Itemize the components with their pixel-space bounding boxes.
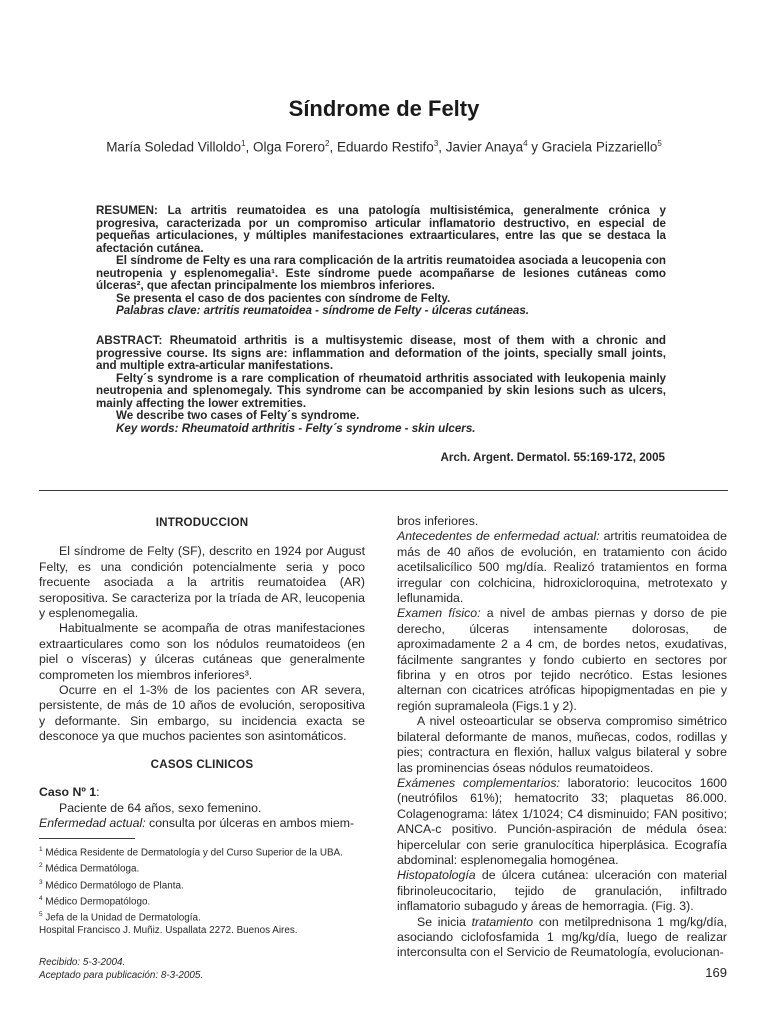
resumen-paragraph: Se presenta el caso de dos pacientes con síndrome de Felty.: [116, 291, 451, 305]
resumen-spanish: [96, 205, 666, 318]
case-colon: :: [96, 785, 100, 800]
inline-text: artritis reumatoidea de más de 40 años de evolución, en tratamiento con ácido acetilsalicílico 500 mg/día. Realizó tratamientos en forma irregular con colchicina, hidroxicloroquina, metrotexato y leflunamida.: [397, 529, 727, 606]
resumen-paragraph: RESUMEN: La artritis reumatoidea es una patología multisistémica, generalmente crónica y progresiva, caracterizada por un compromiso articular inflamatorio destructivo, en especial de pequeñas articulaciones, y múltiples manifestaciones extraarticulares, entre las que se destaca la afectación cutánea.: [96, 204, 666, 255]
hospital-address: Hospital Francisco J. Muñiz. Uspallata 2272. Buenos Aires.: [39, 925, 298, 937]
body-paragraph: Habitualmente se acompaña de otras manifestaciones extraarticulares como son los nódulos reumatoideos (en piel o vísceras) y úlceras cutáneas que generalmente comprometen los miembros inferiores³.: [39, 621, 365, 682]
inline-text: laboratorio: leucocitos 1600 (neutrófilos 61%); hematocrito 33; plaquetas 86.000. Colagenograma: látex 1/1024; C4 disminuido; FAN positivo; ANCA-c positivo. Punción-aspiración de médula ósea: hipercelular con serie granulocítica hiperplásica. Ecografía abdominal: esplenomegalia homogénea.: [397, 775, 727, 867]
abstract-paragraph: ABSTRACT: Rheumatoid arthritis is a multisystemic disease, most of them with a chronic and progressive course. Its signs are: inflammation and deformation of the joints, specially small joints, and multiple extra-articular manifestations.: [96, 334, 666, 372]
author: Javier Anaya: [445, 139, 524, 155]
inline-label: tratamiento: [471, 914, 534, 929]
palabras-clave: Palabras clave: artritis reumatoidea - síndrome de Felty - úlceras cutáneas.: [116, 304, 530, 317]
footnote-mark: 3: [39, 878, 43, 886]
footnote-text: Jefa de la Unidad de Dermatología.: [42, 912, 201, 924]
abstract-paragraph: Felty´s syndrome is a rare complication of rheumatoid arthritis associated with leukopenia mainly neutropenia and splenomegaly. This syndrome can be accompanied by skin lesions such as ulcers, mainly affecting the lower extremities.: [96, 371, 666, 410]
case-label: Caso Nº 1: [39, 785, 97, 800]
footnote-mark: 4: [39, 894, 43, 902]
footnotes: [39, 843, 349, 937]
abstract-english: [96, 335, 666, 435]
footnote-text: Médico Dermatólogo de Planta.: [42, 879, 184, 891]
section-divider: [39, 490, 728, 491]
received-date: Recibido: 5-3-2004.: [39, 957, 126, 968]
inline-text: a nivel de ambas piernas y dorso de pie derecho, úlceras intensamente dolorosas, de aproximadamente 2 a 4 cm, de bordes netos, exudativas, fácilmente sangrantes y fondo cubierto en sectores por fibrina y en otros por tejido necrótico. Estas lesiones alternan con cicatrices atróficas hipopigmentadas en pie y región supramaleola (Figs.1 y 2).: [397, 606, 727, 713]
inline-label: Exámenes complementarios:: [397, 775, 560, 790]
footnote: [39, 859, 349, 875]
footnote: [39, 843, 349, 859]
journal-citation: Arch. Argent. Dermatol. 55:169-172, 2005: [440, 451, 665, 464]
author: Olga Forero: [253, 139, 326, 155]
affiliation-mark: 4: [523, 139, 528, 148]
inline-label: Histopatología: [397, 868, 476, 883]
body-paragraph: Paciente de 64 años, sexo femenino.: [59, 800, 262, 815]
right-column: [397, 514, 727, 961]
section-heading: INTRODUCCION: [155, 516, 249, 529]
body-paragraph: El síndrome de Felty (SF), descrito en 1924 por August Felty, es una condición potencialmente seria y poco frecuente asociada a la artritis reumatoidea (AR) seropositiva. Se caracteriza por la tríada de AR, leucopenia y esplenomegalia.: [39, 544, 365, 621]
footnote-mark: 2: [39, 862, 43, 870]
inline-label: Examen físico:: [397, 606, 481, 621]
author-separator: y: [527, 139, 542, 155]
inline-text: Se inicia: [417, 914, 472, 929]
author-separator: ,: [438, 139, 446, 155]
page-number: 169: [705, 965, 727, 980]
accepted-date: Aceptado para publicación: 8-3-2005.: [39, 970, 204, 981]
inline-text: con metilprednisona 1 mg/kg/día, asociando ciclofosfamida 1 mg/kg/día, luego de realizar interconsulta con el Servicio de Reumatología, evolucionan-: [397, 914, 727, 960]
footnote: [39, 908, 349, 924]
left-column: [39, 515, 365, 831]
key-words: Key words: Rheumatoid arthritis - Felty´s syndrome - skin ulcers.: [116, 421, 476, 435]
author-separator: ,: [329, 139, 337, 155]
body-paragraph: Ocurre en el 1-3% de los pacientes con AR severa, persistente, de más de 10 años de evolución, seropositiva y deformante. Sin embargo, su incidencia exacta se desconoce ya que muchos pacientes son asintomáticos.: [39, 683, 365, 744]
section-heading: CASOS CLINICOS: [150, 757, 254, 771]
footnote: [39, 876, 349, 892]
affiliation-mark: 2: [325, 139, 330, 148]
author-list: [0, 139, 768, 155]
article-title: Síndrome de Felty: [288, 96, 480, 121]
footnote-mark: 1: [39, 846, 43, 853]
publication-dates: [39, 956, 339, 982]
inline-label: Enfermedad actual:: [39, 815, 146, 830]
footnote-text: Médico Dermopatólogo.: [42, 896, 151, 908]
footnote: [39, 892, 349, 908]
author-separator: ,: [245, 139, 253, 155]
inline-text: de úlcera cutánea: ulceración con material fibrinoleucocitario, tejido de granulación, infiltrado inflamatorio subagudo y áreas de hemorragia. (Fig. 3).: [397, 868, 727, 914]
affiliation-mark: 5: [657, 139, 662, 148]
inline-text: consulta por úlceras en ambos miem-: [145, 815, 355, 830]
body-paragraph: A nivel osteoarticular se observa compromiso simétrico bilateral deformante de manos, muñecas, codos, rodillas y pies; contractura en flexión, hallux valgus bilateral y sobre las prominencias óseas nódulos reumatoideos.: [397, 714, 727, 775]
footnote-text: Médica Residente de Dermatología y del Curso Superior de la UBA.: [42, 847, 343, 859]
footnote-divider: [39, 838, 135, 839]
author: María Soledad Villoldo: [106, 139, 242, 155]
resumen-paragraph: El síndrome de Felty es una rara complicación de la artritis reumatoidea asociada a leucopenia con neutropenia y esplenomegalia¹. Este síndrome puede acompañarse de lesiones cutáneas como úlceras², que afectan principalmente los miembros inferiores.: [96, 254, 666, 292]
footnote-text: Médica Dermatóloga.: [42, 863, 140, 875]
author: Graciela Pizzariello: [541, 139, 658, 155]
author: Eduardo Restifo: [337, 139, 434, 155]
body-paragraph: bros inferiores.: [397, 514, 479, 528]
affiliation-mark: 1: [241, 139, 246, 148]
affiliation-mark: 3: [433, 139, 439, 148]
abstract-paragraph: We describe two cases of Felty´s syndrome.: [116, 409, 360, 422]
footnote-mark: 5: [39, 911, 43, 919]
inline-label: Antecedentes de enfermedad actual:: [397, 529, 600, 544]
